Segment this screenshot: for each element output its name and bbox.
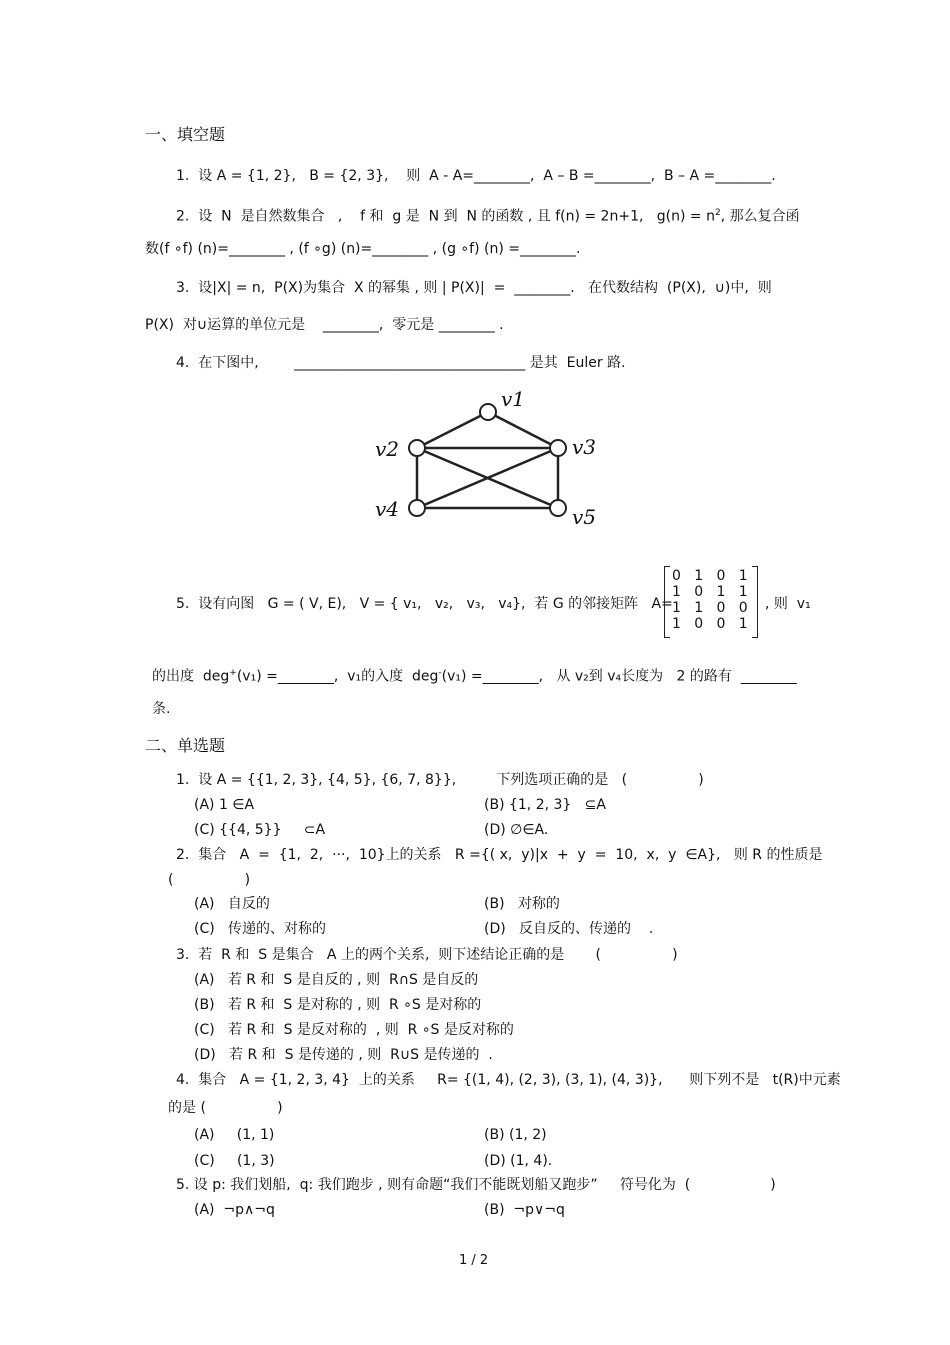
vertex-v5 (550, 500, 566, 516)
option-2-5-b: (B) ¬p∨¬q (484, 1202, 565, 1218)
matrix-row: 1 1 0 0 (672, 600, 748, 616)
question-1-1: 1. 设 A = {1, 2}, B = {2, 3}, 则 A - A=________, A – B =________, B – A =________. (176, 168, 776, 184)
question-1-3-line2: P(X) 对∪运算的单位元是 ________, 零元是 ________ . (145, 317, 504, 333)
label-v1: v1 (501, 387, 526, 411)
option-2-5-a: (A) ¬p∧¬q (194, 1202, 275, 1218)
question-1-4: 4. 在下图中, _________________________________ 是其 Euler 路. (176, 355, 626, 371)
label-v4: v4 (375, 497, 400, 521)
option-2-3-d: (D) 若 R 和 S 是传递的 , 则 R∪S 是传递的 . (194, 1047, 493, 1063)
option-2-3-b: (B) 若 R 和 S 是对称的 , 则 R ∘S 是对称的 (194, 997, 482, 1013)
matrix-row: 0 1 0 1 (672, 568, 748, 584)
question-1-5-line1: 5. 设有向图 G = ( V, E), V = { v₁, v₂, v₃, v₄}, 若 G 的邻接矩阵 A= (176, 596, 673, 612)
question-1-2-line1: 2. 设 N 是自然数集合 , f 和 g 是 N 到 N 的函数 , 且 f(n) = 2n+1, $g(n) = n^2$, 那么复合函 (176, 208, 800, 225)
option-2-4-a: (A) (1, 1) (194, 1127, 275, 1143)
question-2-2-line1: 2. 集合 A = {1, 2, ···, 10}上的关系 R ={( x, y)|x + y = 10, x, y ∈A}, 则 R 的性质是 (176, 847, 823, 863)
option-2-1-d: (D) ∅∈A. (484, 822, 549, 838)
label-v2: v2 (375, 437, 400, 461)
question-2-4-line2: 的是 ( ) (168, 1100, 283, 1116)
matrix-row: 1 0 0 1 (672, 616, 748, 632)
matrix-row: 1 0 1 1 (672, 584, 748, 600)
option-2-1-a: (A) 1 ∈A (194, 797, 255, 813)
option-2-2-c: (C) 传递的、对称的 (194, 921, 327, 937)
section2-title: 二、单选题 (145, 736, 226, 755)
vertex-v2 (409, 440, 425, 456)
adjacency-matrix (664, 566, 764, 640)
vertex-v3 (550, 440, 566, 456)
euler-graph (370, 386, 600, 526)
option-2-3-a: (A) 若 R 和 S 是自反的 , 则 R∩S 是自反的 (194, 972, 479, 988)
option-2-1-b: (B) {1, 2, 3} ⊆A (484, 797, 606, 813)
page-number: 1 / 2 (459, 1253, 489, 1268)
question-2-5: 5. 设 p: 我们划船, q: 我们跑步 , 则有命题“我们不能既划船又跑步” 符号化为 ( ) (176, 1177, 776, 1193)
question-2-1: 1. 设 A = {{1, 2, 3}, {4, 5}, {6, 7, 8}}, 下列选项正确的是 ( ) (176, 772, 704, 788)
question-2-3: 3. 若 R 和 S 是集合 A 上的两个关系, 则下述结论正确的是 ( ) (176, 947, 678, 963)
section1-title: 一、填空题 (145, 125, 226, 144)
option-2-2-b: (B) 对称的 (484, 896, 560, 912)
label-v3: v3 (572, 435, 597, 459)
option-2-1-c: (C) {{4, 5}} ⊂A (194, 822, 326, 838)
option-2-3-c: (C) 若 R 和 S 是反对称的 , 则 R ∘S 是反对称的 (194, 1022, 514, 1038)
question-1-2-line2: 数(f ∘f) (n)=________ , (f ∘g) (n)=________ , (g ∘f) (n) =________. (145, 241, 581, 257)
vertex-v4 (409, 500, 425, 516)
vertex-v1 (480, 404, 496, 420)
question-1-5-line3: 条. (152, 701, 171, 717)
question-2-2-line2: ( ) (168, 872, 251, 888)
question-1-5-line2: 的出度 deg+(v₁) =________, v₁的入度 deg-(v₁) =________, 从 v₂到 v₄长度为 2 的路有 ________ (152, 668, 797, 685)
question-2-4-line1: 4. 集合 A = {1, 2, 3, 4} 上的关系 R= {(1, 4), (2, 3), (3, 1), (4, 3)}, 则下列不是 t(R)中元素 (176, 1072, 841, 1088)
option-2-2-d: (D) 反自反的、传递的 . (484, 921, 654, 937)
option-2-4-b: (B) (1, 2) (484, 1127, 547, 1143)
option-2-4-c: (C) (1, 3) (194, 1153, 275, 1169)
option-2-4-d: (D) (1, 4). (484, 1153, 553, 1169)
question-1-5-line1-end: , 则 v₁ (765, 596, 811, 612)
option-2-2-a: (A) 自反的 (194, 896, 270, 912)
label-v5: v5 (572, 505, 597, 526)
question-1-3-line1: 3. 设|X| = n, P(X)为集合 X 的幂集 , 则 | P(X)| = ________. 在代数结构 (P(X), ∪)中, 则 (176, 280, 772, 296)
